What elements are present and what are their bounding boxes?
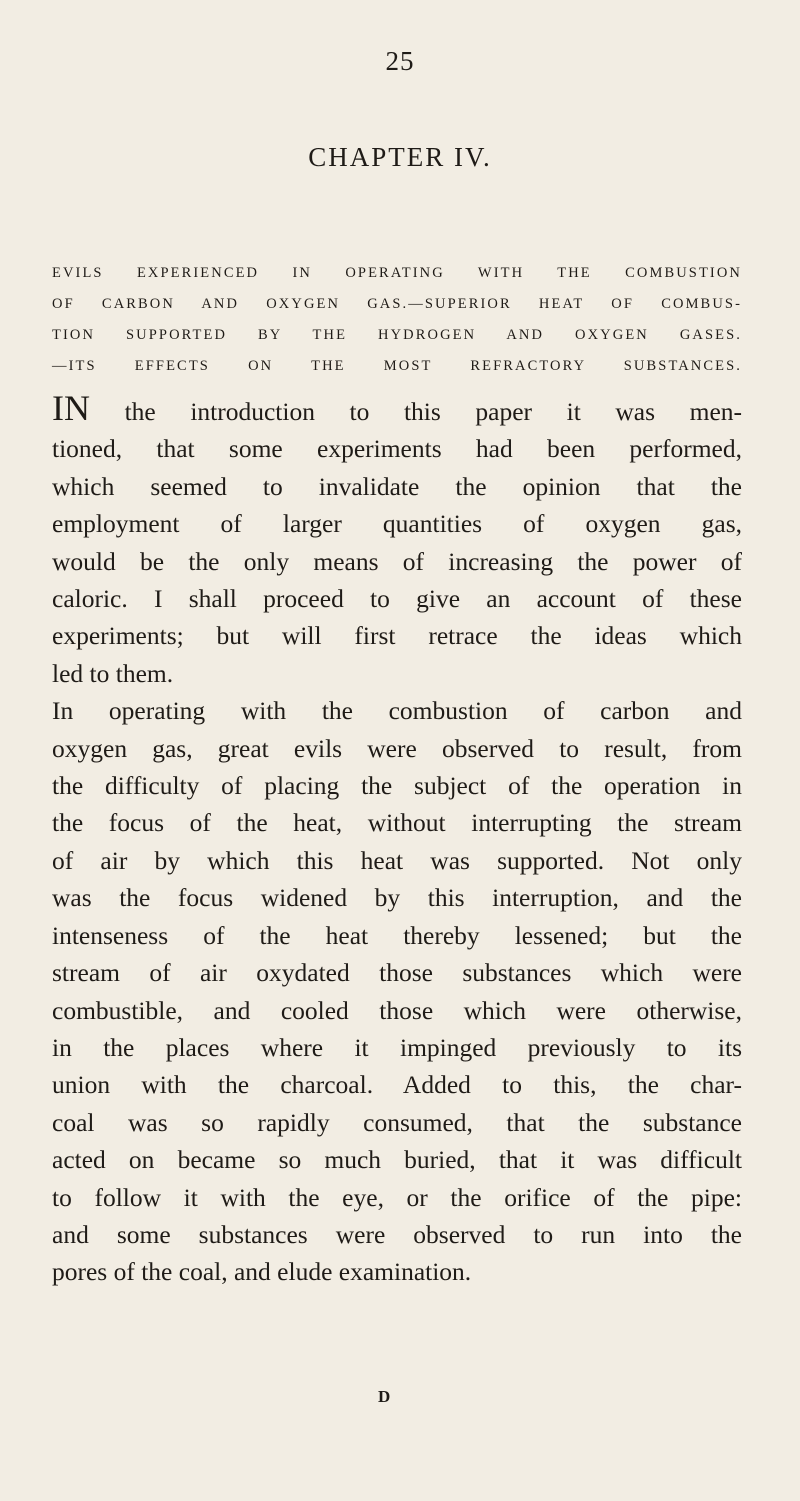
- paragraph-line: tioned, that some experiments had been performed,: [52, 434, 742, 464]
- paragraph-line: stream of air oxydated those substances which were: [52, 958, 742, 988]
- paragraph-1-first-line: [52, 388, 742, 430]
- summary-line: —ITS EFFECTS ON THE MOST REFRACTORY SUBSTANCES.: [52, 358, 742, 374]
- page-number: 25: [385, 46, 415, 76]
- chapter-summary: [52, 258, 742, 382]
- paragraph-line: employment of larger quantities of oxygen gas,: [52, 509, 742, 539]
- paragraph-line: to follow it with the eye, or the orifice of the pipe:: [52, 1182, 742, 1212]
- paragraph-line: coal was so rapidly consumed, that the substance: [52, 1107, 742, 1137]
- body-text: [52, 388, 742, 1291]
- drop-cap: IN: [52, 388, 90, 428]
- summary-line: EVILS EXPERIENCED IN OPERATING WITH THE COMBUSTION: [52, 265, 742, 281]
- paragraph-line: was the focus widened by this interruption, and the: [52, 883, 742, 913]
- paragraph-line: which seemed to invalidate the opinion that the: [52, 471, 742, 501]
- paragraph-line: pores of the coal, and elude examination.: [52, 1257, 472, 1287]
- paragraph-line: intenseness of the heat thereby lessened; but the: [52, 920, 742, 950]
- paragraph-line: would be the only means of increasing the power of: [52, 546, 742, 576]
- summary-line: TION SUPPORTED BY THE HYDROGEN AND OXYGEN GASES.: [52, 327, 742, 343]
- paragraph-line: caloric. I shall proceed to give an account of these: [52, 584, 742, 614]
- paragraph-line: combustible, and cooled those which were otherwise,: [52, 995, 742, 1025]
- chapter-title: CHAPTER IV.: [308, 142, 492, 172]
- paragraph-line: experiments; but will first retrace the ideas which: [52, 621, 742, 651]
- paragraph-line: oxygen gas, great evils were observed to result, from: [52, 733, 742, 763]
- signature-mark: D: [378, 1387, 391, 1406]
- paragraph-line: the focus of the heat, without interrupting the stream: [52, 808, 742, 838]
- paragraph-line: in the places where it impinged previously to its: [52, 1032, 742, 1062]
- paragraph-line: the difficulty of placing the subject of the operation in: [52, 771, 742, 801]
- paragraph-line: and some substances were observed to run into the: [52, 1219, 742, 1249]
- paragraph-line: In operating with the combustion of carbon and: [52, 696, 742, 726]
- summary-line: OF CARBON AND OXYGEN GAS.—SUPERIOR HEAT OF COMBUS-: [52, 296, 742, 312]
- paragraph-line: of air by which this heat was supported. Not only: [52, 845, 742, 875]
- paragraph-line: acted on became so much buried, that it was difficult: [52, 1145, 742, 1175]
- paragraph-1-first-line-text: the introduction to this paper it was men-: [90, 397, 742, 426]
- paragraph-line: union with the charcoal. Added to this, the char-: [52, 1070, 742, 1100]
- paragraph-line: led to them.: [52, 658, 174, 688]
